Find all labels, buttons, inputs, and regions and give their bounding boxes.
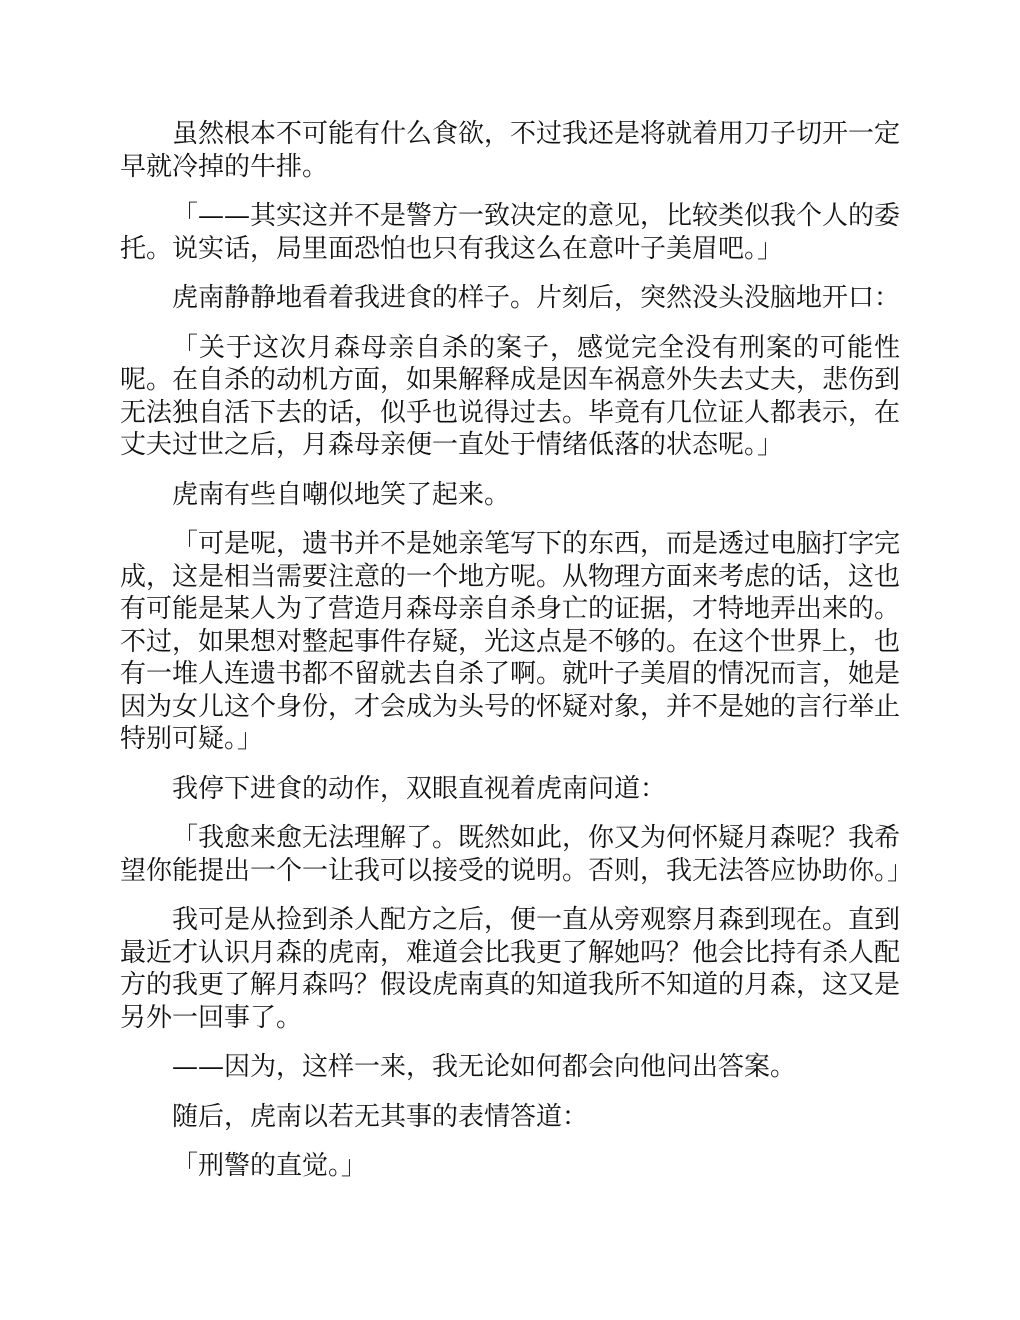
paragraph: 「关于这次月森母亲自杀的案子，感觉完全没有刑案的可能性呢。在自杀的动机方面，如果解释成是因车祸意外失去丈夫，悲伤到无法独自活下去的话，似乎也说得过去。毕竟有几位证人都表示，在丈夫过世之后，月森母亲便一直处于情绪低落的状态呢。」 [120, 332, 901, 460]
paragraph: ——因为，这样一来，我无论如何都会向他问出答案。 [172, 1052, 797, 1082]
paragraph: 虎南静静地看着我进食的样子。片刻后，突然没头没脑地开口： [172, 283, 901, 313]
paragraph: 我可是从捡到杀人配方之后，便一直从旁观察月森到现在。直到最近才认识月森的虎南，难道会比我更了解她吗？他会比持有杀人配方的我更了解月森吗？假设虎南真的知道我所不知道的月森，这又是另外一回事了。 [120, 905, 901, 1033]
paragraph: 我停下进食的动作，双眼直视着虎南问道： [172, 773, 667, 804]
paragraph: 「我愈来愈无法理解了。既然如此，你又为何怀疑月森呢？我希望你能提出一个一让我可以接受的说明。否则，我无法答应协助你。」 [120, 823, 914, 886]
paragraph: 虽然根本不可能有什么食欲，不过我还是将就着用刀子切开一定早就冷掉的牛排。 [120, 119, 901, 182]
paragraph: 「——其实这并不是警方一致决定的意见，比较类似我个人的委托。说实话，局里面恐怕也只有我这么在意叶子美眉吧。」 [120, 201, 901, 264]
paragraph: 随后，虎南以若无其事的表情答道： [172, 1101, 589, 1132]
paragraph: 虎南有些自嘲似地笑了起来。 [172, 479, 511, 510]
page-body [120, 118, 914, 1183]
paragraph: 「可是呢，遗书并不是她亲笔写下的东西，而是透过电脑打字完成，这是相当需要注意的一个地方呢。从物理方面来考虑的话，这也有可能是某人为了营造月森母亲自杀身亡的证据，才特地弄出来的。不过，如果想对整起事件存疑，光这点是不够的。在这个世界上，也有一堆人连遗书都不留就去自杀了啊。就叶子美眉的情况而言，她是因为女儿这个身份，才会成为头号的怀疑对象，并不是她的言行举止特别可疑。」 [120, 529, 901, 754]
paragraph: 「刑警的直觉。」 [172, 1151, 368, 1181]
